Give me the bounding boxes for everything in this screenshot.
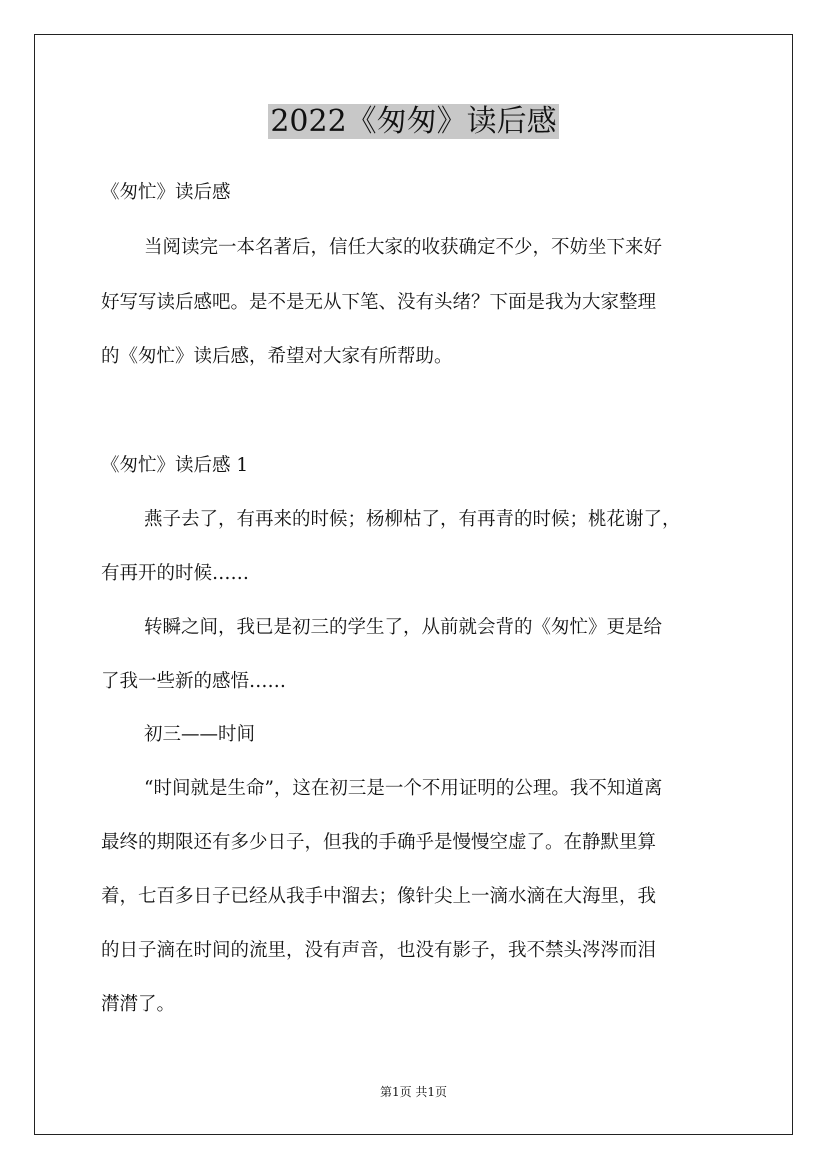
paragraph-4-line-2: 最终的期限还有多少日子，但我的手确乎是慢慢空虚了。在静默里算 (101, 832, 657, 853)
page-footer: 第1页 共1页 (379, 1085, 448, 1099)
paragraph-4-line-1: “时间就是生命”，这在初三是一个不用证明的公理。我不知道离 (144, 778, 663, 799)
intro-line-1: 当阅读完一本名著后，信任大家的收获确定不少，不妨坐下来好 (144, 237, 663, 258)
paragraph-1-line-2: 有再开的时候…… (101, 563, 250, 584)
paragraph-4-line-4: 的日子滴在时间的流里，没有声音，也没有影子，我不禁头涔涔而泪 (101, 940, 657, 961)
paragraph-2-line-1: 转瞬之间，我已是初三的学生了，从前就会背的《匆忙》更是给 (144, 617, 663, 638)
paragraph-4-line-5: 潸潸了。 (101, 994, 176, 1015)
subtitle: 《匆忙》读后感 (101, 182, 231, 203)
paragraph-4-line-3: 着，七百多日子已经从我手中溜去；像针尖上一滴水滴在大海里，我 (101, 886, 657, 907)
document-title: 2022《匆匆》读后感 (270, 104, 557, 139)
paragraph-2-line-2: 了我一些新的感悟…… (101, 671, 287, 692)
intro-line-3: 的《匆忙》读后感，希望对大家有所帮助。 (101, 346, 453, 367)
intro-line-2: 好写写读后感吧。是不是无从下笔、没有头绪？下面是我为大家整理 (101, 292, 657, 313)
paragraph-1-line-1: 燕子去了，有再来的时候；杨柳枯了，有再青的时候；桃花谢了， (144, 509, 681, 530)
section-heading: 《匆忙》读后感 1 (101, 455, 249, 476)
paragraph-3-line-1: 初三——时间 (144, 724, 256, 745)
